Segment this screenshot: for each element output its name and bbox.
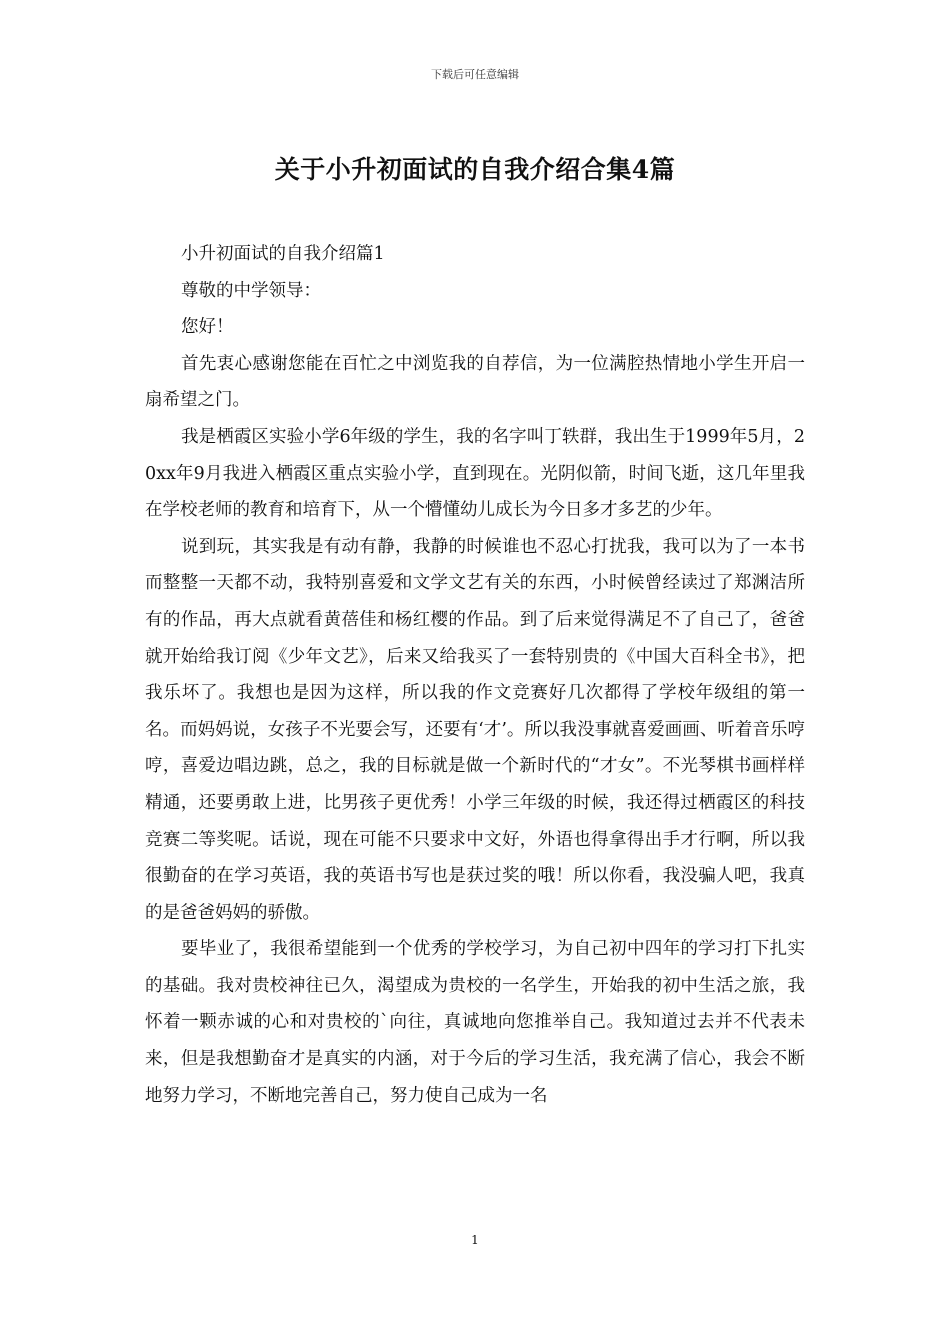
body-paragraph: 首先衷心感谢您能在百忙之中浏览我的自荐信，为一位满腔热情地小学生开启一扇希望之门。 xyxy=(145,353,805,411)
greeting: 您好！ xyxy=(181,317,234,338)
page-number: 1 xyxy=(471,1233,479,1247)
page-header-note: 下载后可任意编辑 xyxy=(431,68,519,81)
section-heading: 小升初面试的自我介绍篇1 xyxy=(181,244,385,264)
body-paragraph: 说到玩，其实我是有动有静，我静的时候谁也不忍心打扰我，我可以为了一本书而整整一天都不动，我特别喜爱和文学文艺有关的东西，小时候曾经读过了郑渊洁所有的作品，再大点就看黄蓓佳和杨红樱的作品。到了后来觉得满足不了自己了，爸爸就开始给我订阅《少年文艺》，后来又给我买了一套特别贵的《中国大百科全书》，把我乐坏了。我想也是因为这样，所以我的作文竞赛好几次都得了学校年级组的第一名。而妈妈说，女孩子不光要会写，还要有‘才’。所以我没事就喜爱画画、听着音乐哼哼，喜爱边唱边跳，总之，我的目标就是做一个新时代的“才女”。不光琴棋书画样样精通，还要勇敢上进，比男孩子更优秀！小学三年级的时候，我还得过栖霞区的科技竞赛二等奖呢。话说，现在可能不只要求中文好，外语也得拿得出手才行啊，所以我很勤奋的在学习英语，我的英语书写也是获过奖的哦！所以你看，我没骗人吧，我真的是爸爸妈妈的骄傲。 xyxy=(145,536,805,923)
document-title: 关于小升初面试的自我介绍合集4篇 xyxy=(274,155,676,184)
body-paragraph: 要毕业了，我很希望能到一个优秀的学校学习，为自己初中四年的学习打下扎实的基础。我对贵校神往已久，渴望成为贵校的一名学生，开始我的初中生活之旅，我怀着一颗赤诚的心和对贵校的`向往，真诚地向您推举自己。我知道过去并不代表未来，但是我想勤奋才是真实的内涵，对于今后的学习生活，我充满了信心，我会不断地努力学习，不断地完善自己，努力使自己成为一名 xyxy=(145,939,805,1106)
salutation: 尊敬的中学领导： xyxy=(181,280,321,301)
document-body xyxy=(145,236,805,1114)
body-paragraph: 我是栖霞区实验小学6年级的学生，我的名字叫丁轶群，我出生于1999年5月，20xx年9月我进入栖霞区重点实验小学，直到现在。光阴似箭，时间飞逝，这几年里我在学校老师的教育和培育下，从一个懵懂幼儿成长为今日多才多艺的少年。 xyxy=(145,426,805,521)
